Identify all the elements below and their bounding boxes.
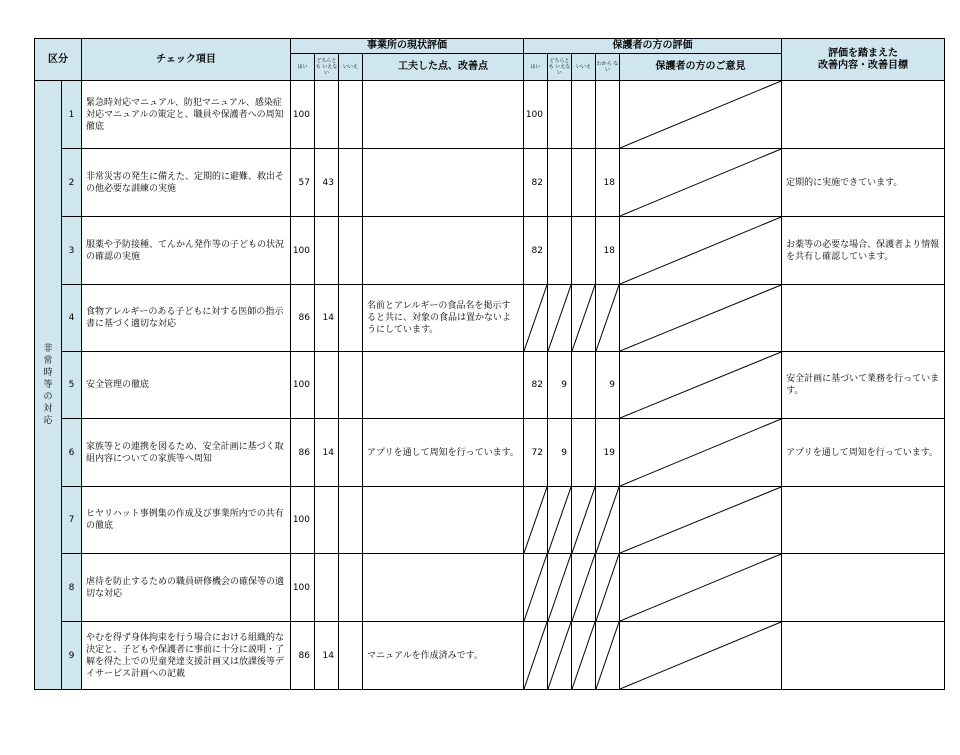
header-facility-yes: はい bbox=[291, 54, 315, 81]
facility-no-value bbox=[339, 352, 363, 419]
diagonal-line bbox=[524, 622, 547, 689]
facility-no-value bbox=[339, 285, 363, 352]
header-parent-no: いいえ bbox=[572, 54, 596, 81]
facility-comment bbox=[363, 149, 524, 217]
check-item-text: やむを得ず身体拘束を行う場合における組織的な決定と、子どもや保護者に事前に十分に説明・了解を得た上での児童発達支援計画又は放課後等デイサービス計画への記載 bbox=[82, 622, 291, 690]
parent-comment bbox=[620, 217, 782, 285]
parent-unknown-value: 18 bbox=[596, 149, 620, 217]
header-parent-neither: どちらとも いえない bbox=[548, 54, 572, 81]
check-item-text: 安全管理の徹底 bbox=[82, 352, 291, 419]
diagonal-line bbox=[596, 554, 619, 621]
parent-no-value bbox=[572, 217, 596, 285]
diagonal-line bbox=[524, 285, 547, 351]
table-row bbox=[35, 285, 945, 352]
table-row bbox=[35, 217, 945, 285]
diagonal-line bbox=[524, 554, 547, 621]
diagonal-line bbox=[620, 352, 781, 418]
category-label: 非常時等の対応 bbox=[43, 344, 53, 426]
parent-unknown-value bbox=[596, 487, 620, 554]
facility-neither-value bbox=[315, 487, 339, 554]
diagonal-line bbox=[524, 487, 547, 553]
parent-yes-value: 82 bbox=[524, 217, 548, 285]
row-number: 6 bbox=[62, 419, 82, 487]
diagonal-line bbox=[596, 285, 619, 351]
parent-yes-value bbox=[524, 285, 548, 352]
table-row bbox=[35, 352, 945, 419]
facility-comment bbox=[363, 217, 524, 285]
parent-no-value bbox=[572, 285, 596, 352]
facility-yes-value: 100 bbox=[291, 554, 315, 622]
facility-no-value bbox=[339, 149, 363, 217]
improvement-text bbox=[782, 285, 945, 352]
diagonal-line bbox=[596, 487, 619, 553]
parent-no-value bbox=[572, 352, 596, 419]
facility-comment bbox=[363, 81, 524, 149]
header-facility-comment: 工夫した点、改善点 bbox=[363, 54, 524, 81]
header-facility-eval: 事業所の現状評価 bbox=[291, 39, 524, 54]
parent-yes-value bbox=[524, 554, 548, 622]
parent-neither-value bbox=[548, 622, 572, 690]
parent-unknown-value bbox=[596, 81, 620, 149]
row-number: 4 bbox=[62, 285, 82, 352]
row-number: 8 bbox=[62, 554, 82, 622]
parent-unknown-value bbox=[596, 622, 620, 690]
facility-neither-value bbox=[315, 217, 339, 285]
parent-unknown-value: 9 bbox=[596, 352, 620, 419]
category-cell bbox=[35, 81, 62, 690]
parent-neither-value bbox=[548, 285, 572, 352]
improvement-text: 定期的に実施できています。 bbox=[782, 149, 945, 217]
parent-comment bbox=[620, 622, 782, 690]
check-item-text: 家族等との連携を図るため、安全計画に基づく取組内容についての家族等へ周知 bbox=[82, 419, 291, 487]
check-item-text: 非常災害の発生に備えた、定期的に避難、救出その他必要な訓練の実施 bbox=[82, 149, 291, 217]
facility-yes-value: 100 bbox=[291, 217, 315, 285]
diagonal-line bbox=[620, 419, 781, 486]
facility-yes-value: 86 bbox=[291, 419, 315, 487]
improvement-text: お薬等の必要な場合、保護者より情報を共有し確認しています。 bbox=[782, 217, 945, 285]
diagonal-line bbox=[620, 149, 781, 216]
parent-comment bbox=[620, 554, 782, 622]
facility-no-value bbox=[339, 622, 363, 690]
facility-neither-value: 43 bbox=[315, 149, 339, 217]
improvement-text bbox=[782, 81, 945, 149]
facility-no-value bbox=[339, 419, 363, 487]
diagonal-line bbox=[572, 487, 595, 553]
facility-yes-value: 86 bbox=[291, 285, 315, 352]
table-row bbox=[35, 487, 945, 554]
parent-neither-value: 9 bbox=[548, 352, 572, 419]
improvement-text bbox=[782, 487, 945, 554]
facility-yes-value: 100 bbox=[291, 81, 315, 149]
diagonal-line bbox=[596, 622, 619, 689]
parent-yes-value bbox=[524, 622, 548, 690]
parent-comment bbox=[620, 352, 782, 419]
diagonal-line bbox=[548, 285, 571, 351]
improvement-text bbox=[782, 622, 945, 690]
parent-neither-value bbox=[548, 149, 572, 217]
row-number: 3 bbox=[62, 217, 82, 285]
row-number: 7 bbox=[62, 487, 82, 554]
table-body bbox=[35, 81, 945, 690]
parent-neither-value bbox=[548, 217, 572, 285]
diagonal-line bbox=[620, 622, 781, 689]
parent-yes-value: 82 bbox=[524, 352, 548, 419]
table-row bbox=[35, 81, 945, 149]
diagonal-line bbox=[620, 554, 781, 621]
facility-yes-value: 57 bbox=[291, 149, 315, 217]
parent-yes-value: 82 bbox=[524, 149, 548, 217]
header-check-item: チェック項目 bbox=[82, 39, 291, 81]
facility-neither-value bbox=[315, 554, 339, 622]
facility-comment: 名前とアレルギーの食品名を掲示すると共に、対象の食品は置かないようにしています。 bbox=[363, 285, 524, 352]
parent-unknown-value bbox=[596, 554, 620, 622]
facility-comment bbox=[363, 352, 524, 419]
row-number: 9 bbox=[62, 622, 82, 690]
diagonal-line bbox=[572, 285, 595, 351]
parent-comment bbox=[620, 149, 782, 217]
row-number: 5 bbox=[62, 352, 82, 419]
parent-yes-value: 100 bbox=[524, 81, 548, 149]
parent-unknown-value: 19 bbox=[596, 419, 620, 487]
check-item-text: 緊急時対応マニュアル、防犯マニュアル、感染症対応マニュアルの策定と、職員や保護者への周知徹底 bbox=[82, 81, 291, 149]
diagonal-line bbox=[548, 554, 571, 621]
header-facility-neither: どちらとも いえない bbox=[315, 54, 339, 81]
facility-yes-value: 100 bbox=[291, 487, 315, 554]
facility-neither-value bbox=[315, 81, 339, 149]
facility-comment bbox=[363, 554, 524, 622]
parent-no-value bbox=[572, 149, 596, 217]
facility-yes-value: 86 bbox=[291, 622, 315, 690]
header-parent-yes: はい bbox=[524, 54, 548, 81]
header-category: 区分 bbox=[35, 39, 82, 81]
facility-comment: アプリを通して周知を行っています。 bbox=[363, 419, 524, 487]
header-parent-comment: 保護者の方のご意見 bbox=[620, 54, 782, 81]
diagonal-line bbox=[548, 622, 571, 689]
parent-no-value bbox=[572, 487, 596, 554]
facility-no-value bbox=[339, 487, 363, 554]
improvement-text bbox=[782, 554, 945, 622]
parent-comment bbox=[620, 81, 782, 149]
facility-comment: マニュアルを作成済みです。 bbox=[363, 622, 524, 690]
parent-neither-value bbox=[548, 81, 572, 149]
table-row bbox=[35, 419, 945, 487]
facility-neither-value: 14 bbox=[315, 419, 339, 487]
diagonal-line bbox=[620, 285, 781, 351]
parent-neither-value: 9 bbox=[548, 419, 572, 487]
parent-yes-value: 72 bbox=[524, 419, 548, 487]
parent-no-value bbox=[572, 419, 596, 487]
parent-no-value bbox=[572, 81, 596, 149]
facility-no-value bbox=[339, 217, 363, 285]
parent-comment bbox=[620, 419, 782, 487]
header-parent-unknown: わから ない bbox=[596, 54, 620, 81]
header-improvement: 評価を踏まえた 改善内容・改善目標 bbox=[782, 39, 945, 81]
parent-comment bbox=[620, 487, 782, 554]
parent-neither-value bbox=[548, 487, 572, 554]
parent-yes-value bbox=[524, 487, 548, 554]
facility-neither-value: 14 bbox=[315, 285, 339, 352]
row-number: 1 bbox=[62, 81, 82, 149]
row-number: 2 bbox=[62, 149, 82, 217]
parent-unknown-value: 18 bbox=[596, 217, 620, 285]
header-facility-no: いいえ bbox=[339, 54, 363, 81]
parent-comment bbox=[620, 285, 782, 352]
diagonal-line bbox=[620, 81, 781, 148]
diagonal-line bbox=[572, 554, 595, 621]
facility-comment bbox=[363, 487, 524, 554]
diagonal-line bbox=[572, 622, 595, 689]
parent-neither-value bbox=[548, 554, 572, 622]
facility-no-value bbox=[339, 81, 363, 149]
facility-no-value bbox=[339, 554, 363, 622]
facility-neither-value: 14 bbox=[315, 622, 339, 690]
parent-no-value bbox=[572, 554, 596, 622]
header-parent-eval: 保護者の方の評価 bbox=[524, 39, 782, 54]
parent-unknown-value bbox=[596, 285, 620, 352]
table-row bbox=[35, 622, 945, 690]
check-item-text: 食物アレルギーのある子どもに対する医師の指示書に基づく適切な対応 bbox=[82, 285, 291, 352]
evaluation-table bbox=[34, 38, 945, 690]
improvement-text: 安全計画に基づいて業務を行っています。 bbox=[782, 352, 945, 419]
table-row bbox=[35, 149, 945, 217]
check-item-text: 服薬や予防接種、てんかん発作等の子どもの状況の確認の実施 bbox=[82, 217, 291, 285]
check-item-text: ヒヤリハット事例集の作成及び事業所内での共有の徹底 bbox=[82, 487, 291, 554]
diagonal-line bbox=[548, 487, 571, 553]
improvement-text: アプリを通して周知を行っています。 bbox=[782, 419, 945, 487]
facility-yes-value: 100 bbox=[291, 352, 315, 419]
diagonal-line bbox=[620, 217, 781, 284]
table-row bbox=[35, 554, 945, 622]
facility-neither-value bbox=[315, 352, 339, 419]
diagonal-line bbox=[620, 487, 781, 553]
parent-no-value bbox=[572, 622, 596, 690]
check-item-text: 虐待を防止するための職員研修機会の確保等の適切な対応 bbox=[82, 554, 291, 622]
